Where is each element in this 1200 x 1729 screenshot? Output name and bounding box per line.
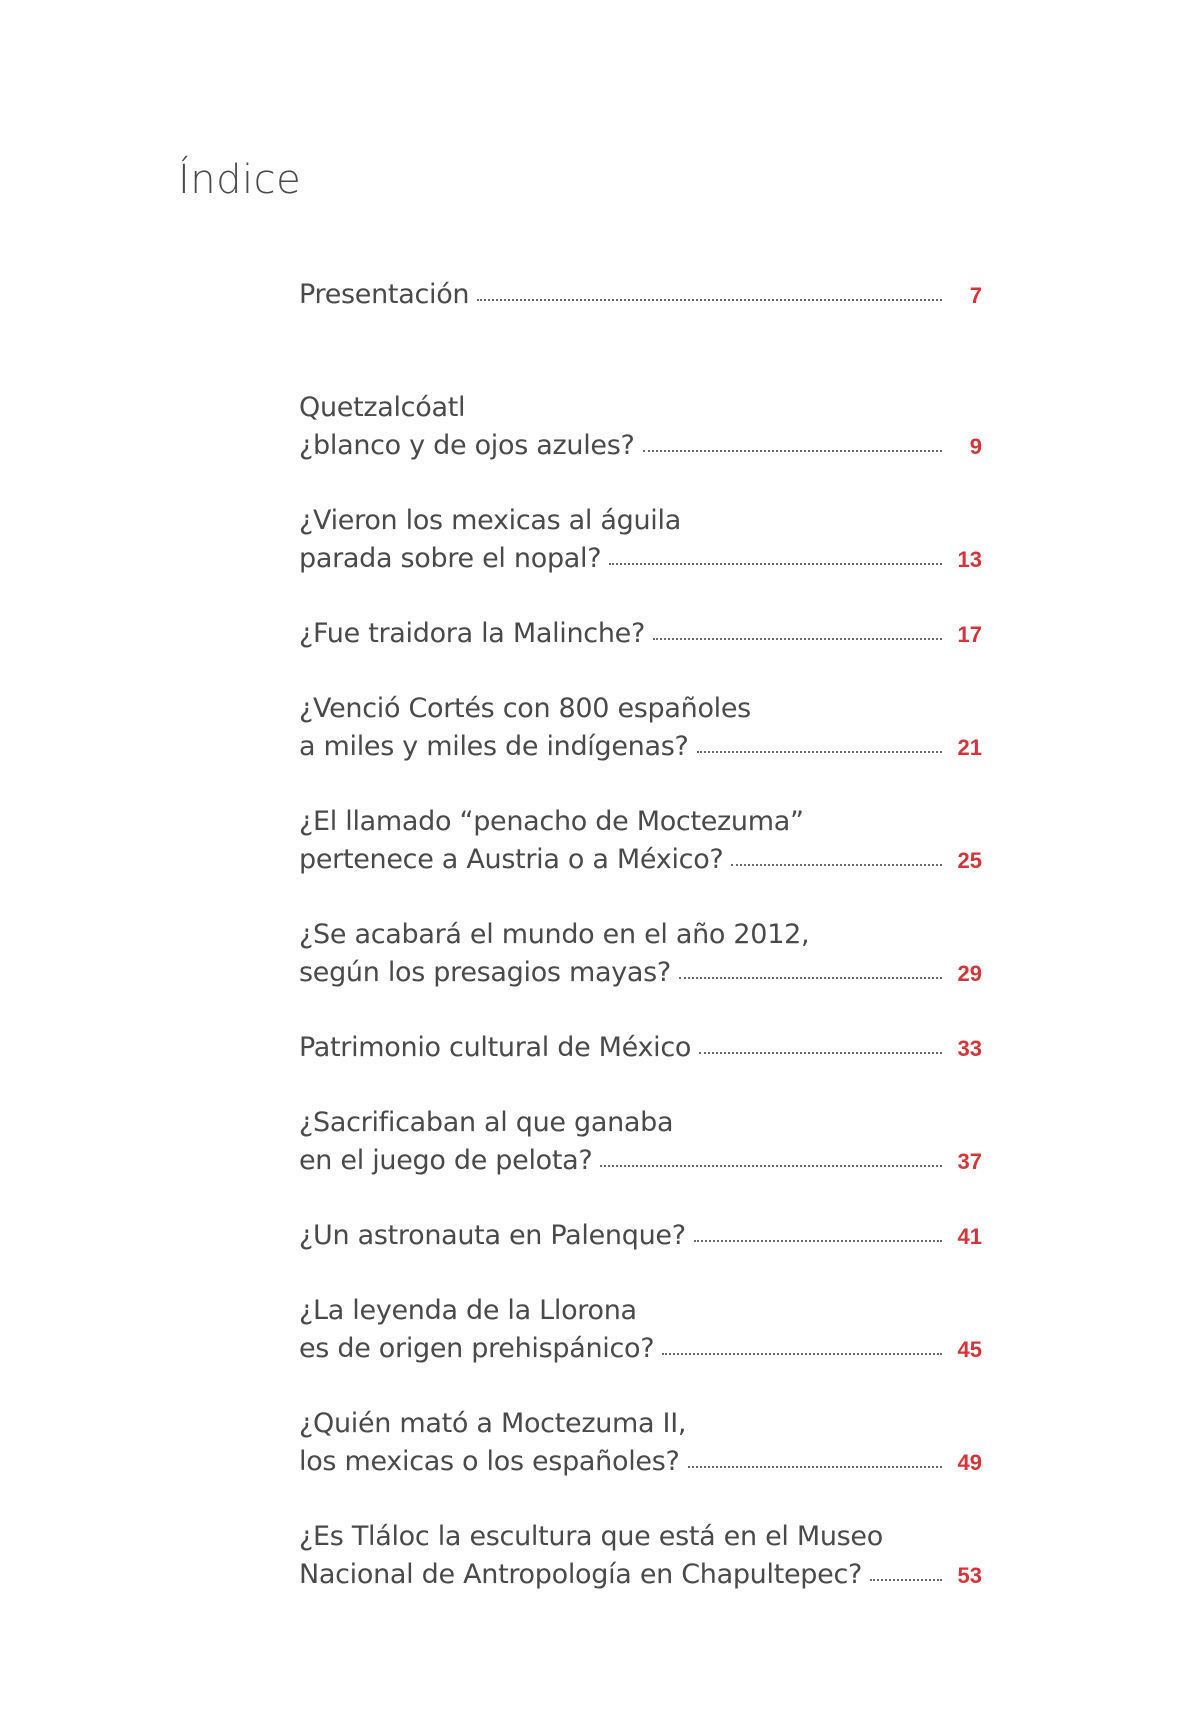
toc-entry-title: ¿Venció Cortés con 800 españoles (299, 693, 751, 724)
dot-leader (653, 638, 942, 640)
toc-entry-title: en el juego de pelota? (299, 1145, 593, 1176)
toc-entry[interactable] (299, 1104, 982, 1180)
toc-entry-title: ¿blanco y de ojos azules? (299, 430, 635, 461)
dot-leader (688, 1466, 942, 1468)
toc-entry[interactable] (299, 1292, 982, 1368)
dot-leader (679, 977, 942, 979)
toc-entry-title: parada sobre el nopal? (299, 543, 602, 574)
toc-entry[interactable] (299, 1405, 982, 1481)
toc-entry-title: ¿Quién mató a Moctezuma II, (299, 1408, 687, 1439)
toc-entry[interactable] (299, 916, 982, 992)
toc-entry-title: ¿Sacrificaban al que ganaba (299, 1107, 674, 1138)
page-number: 13 (957, 547, 982, 572)
toc-entry[interactable] (299, 389, 982, 465)
page-number: 17 (957, 622, 982, 647)
page-number: 9 (969, 434, 982, 459)
toc-entry[interactable] (299, 803, 982, 879)
toc-entry-title: ¿Vieron los mexicas al águila (299, 505, 681, 536)
toc-entry-title: según los presagios mayas? (299, 957, 671, 988)
page-number: 49 (957, 1450, 982, 1475)
dot-leader (662, 1353, 942, 1355)
page-title: Índice (178, 157, 302, 203)
dot-leader (609, 563, 942, 565)
page-number: 33 (957, 1036, 982, 1061)
toc-entry-title: es de origen prehispánico? (299, 1333, 655, 1364)
toc-entry[interactable] (299, 1029, 982, 1067)
toc-entry-title: a miles y miles de indígenas? (299, 731, 689, 762)
page-number: 37 (957, 1149, 982, 1174)
page-number: 53 (957, 1563, 982, 1588)
toc-entry-title: Presentación (299, 279, 470, 310)
dot-leader (477, 299, 942, 301)
dot-leader (870, 1579, 942, 1581)
toc-entry-title: ¿Fue traidora la Malinche? (299, 618, 645, 649)
toc-entry[interactable] (299, 276, 982, 314)
toc-entry-title: Quetzalcóatl (299, 392, 466, 423)
dot-leader (694, 1240, 942, 1242)
page-number: 25 (957, 848, 982, 873)
dot-leader (697, 751, 942, 753)
toc-entry-title: pertenece a Austria o a México? (299, 844, 724, 875)
dot-leader (731, 864, 942, 866)
toc-entry-title: Nacional de Antropología en Chapultepec? (299, 1559, 863, 1590)
page-number: 7 (969, 283, 982, 308)
toc-entry-title: ¿El llamado “penacho de Moctezuma” (299, 806, 804, 837)
toc-entry-title: ¿Se acabará el mundo en el año 2012, (299, 919, 810, 950)
page-number: 29 (957, 961, 982, 986)
dot-leader (699, 1052, 942, 1054)
toc-entry[interactable] (299, 1518, 982, 1594)
toc-entry-title: ¿La leyenda de la Llorona (299, 1295, 637, 1326)
toc-entry-title: los mexicas o los españoles? (299, 1446, 680, 1477)
dot-leader (643, 450, 943, 452)
toc-entry-title: Patrimonio cultural de México (299, 1032, 692, 1063)
page-number: 41 (957, 1224, 982, 1249)
toc-entry[interactable] (299, 502, 982, 578)
toc-entry-title: ¿Es Tláloc la escultura que está en el Museo (299, 1521, 883, 1552)
toc-entry[interactable] (299, 690, 982, 766)
page-number: 21 (957, 735, 982, 760)
dot-leader (600, 1165, 942, 1167)
toc-entry[interactable] (299, 615, 982, 653)
toc-entry-title: ¿Un astronauta en Palenque? (299, 1220, 686, 1251)
page-number: 45 (957, 1337, 982, 1362)
toc-entry[interactable] (299, 1217, 982, 1255)
